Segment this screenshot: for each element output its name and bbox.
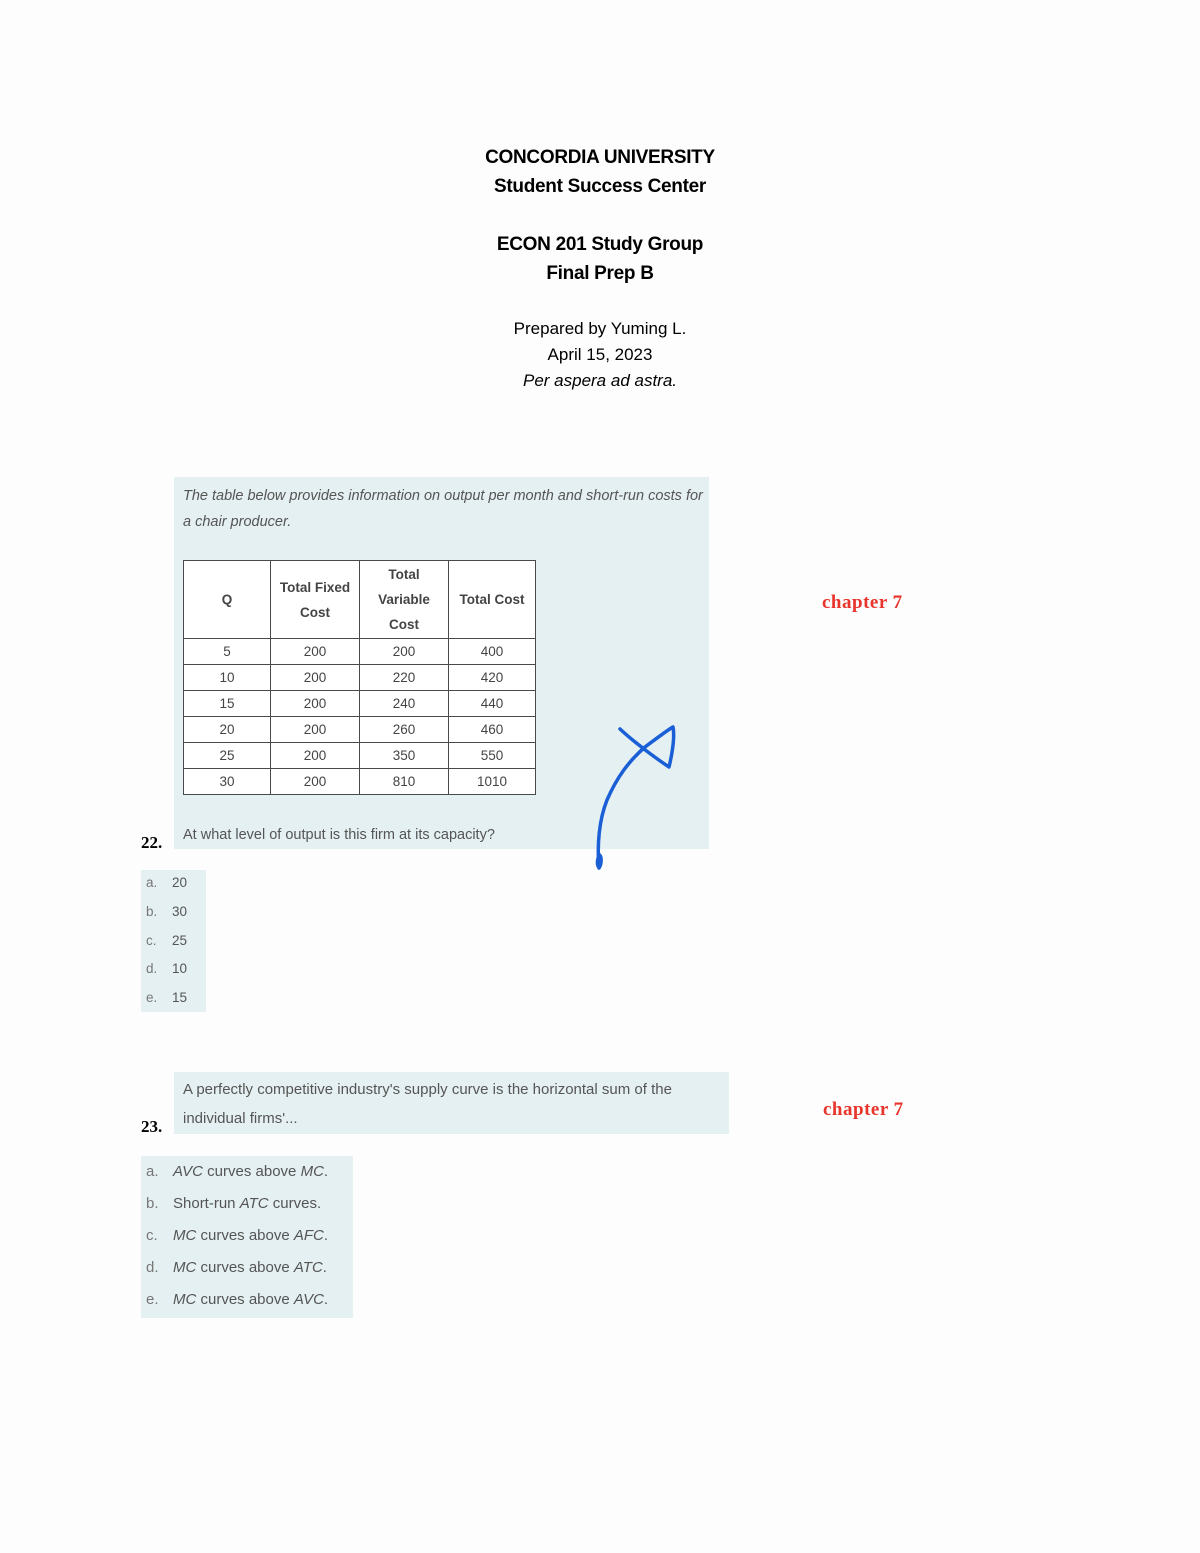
document-date: April 15, 2023	[547, 345, 653, 364]
table-cell: 240	[360, 691, 449, 717]
center-name: Student Success Center	[494, 176, 706, 197]
document-title: Final Prep B	[546, 263, 654, 284]
table-cell: 200	[271, 665, 360, 691]
q23-chapter-note: chapter 7	[823, 1099, 904, 1120]
q22-number: 22.	[141, 833, 163, 852]
course-name: ECON 201 Study Group	[496, 234, 704, 255]
q22-question: At what level of output is this firm at its capacity?	[183, 827, 495, 843]
motto: Per aspera ad astra.	[522, 371, 678, 390]
col-header-q: Q	[184, 561, 271, 639]
table-cell: 460	[449, 717, 536, 743]
table-cell: 15	[184, 691, 271, 717]
q22-option-d[interactable]: d. 10	[146, 961, 188, 976]
table-cell: 200	[271, 639, 360, 665]
table-row	[184, 639, 536, 665]
university-name: CONCORDIA UNIVERSITY	[485, 147, 715, 168]
q22-option-a[interactable]: a. 20	[146, 875, 188, 890]
table-cell: 1010	[449, 769, 536, 795]
q23-option-a[interactable]: a. AVC curves above MC.	[146, 1163, 329, 1180]
handwritten-mark-icon	[585, 715, 685, 875]
table-cell: 10	[184, 665, 271, 691]
table-cell: 220	[360, 665, 449, 691]
table-cell: 810	[360, 769, 449, 795]
table-cell: 200	[271, 769, 360, 795]
q23-option-b[interactable]: b. Short-run ATC curves.	[146, 1195, 322, 1212]
q23-option-e[interactable]: e. MC curves above AVC.	[146, 1291, 329, 1308]
q22-options	[141, 870, 206, 1012]
q23-options	[141, 1156, 353, 1318]
table-header-row	[184, 561, 536, 639]
table-cell: 350	[360, 743, 449, 769]
table-cell: 200	[271, 691, 360, 717]
table-row	[184, 743, 536, 769]
table-cell: 20	[184, 717, 271, 743]
q23-question: A perfectly competitive industry's supply curve is the horizontal sum of the individual firms'...	[183, 1081, 672, 1127]
q22-option-b[interactable]: b. 30	[146, 904, 188, 919]
table-cell: 5	[184, 639, 271, 665]
table-cell: 260	[360, 717, 449, 743]
q23-panel	[174, 1072, 729, 1134]
document-header	[0, 143, 1200, 394]
table-cell: 200	[271, 743, 360, 769]
col-header-tc: Total Cost	[449, 561, 536, 639]
table-cell: 30	[184, 769, 271, 795]
q22-intro: The table below provides information on output per month and short-run costs for a chair producer.	[183, 488, 703, 530]
prepared-by: Prepared by Yuming L.	[513, 319, 687, 338]
q22-option-e[interactable]: e. 15	[146, 990, 188, 1005]
q22-chapter-note: chapter 7	[822, 592, 903, 613]
table-row	[184, 717, 536, 743]
cost-table	[183, 560, 536, 795]
table-row	[184, 769, 536, 795]
col-header-tvc: Total Variable Cost	[360, 561, 449, 639]
q23-option-d[interactable]: d. MC curves above ATC.	[146, 1259, 327, 1276]
table-cell: 550	[449, 743, 536, 769]
table-cell: 400	[449, 639, 536, 665]
q22-option-c[interactable]: c. 25	[146, 933, 188, 948]
col-header-tfc: Total Fixed Cost	[271, 561, 360, 639]
table-row	[184, 665, 536, 691]
table-cell: 440	[449, 691, 536, 717]
q23-number: 23.	[141, 1117, 163, 1136]
q23-option-c[interactable]: c. MC curves above AFC.	[146, 1227, 329, 1244]
table-row	[184, 691, 536, 717]
table-cell: 200	[271, 717, 360, 743]
table-cell: 420	[449, 665, 536, 691]
table-cell: 25	[184, 743, 271, 769]
table-cell: 200	[360, 639, 449, 665]
